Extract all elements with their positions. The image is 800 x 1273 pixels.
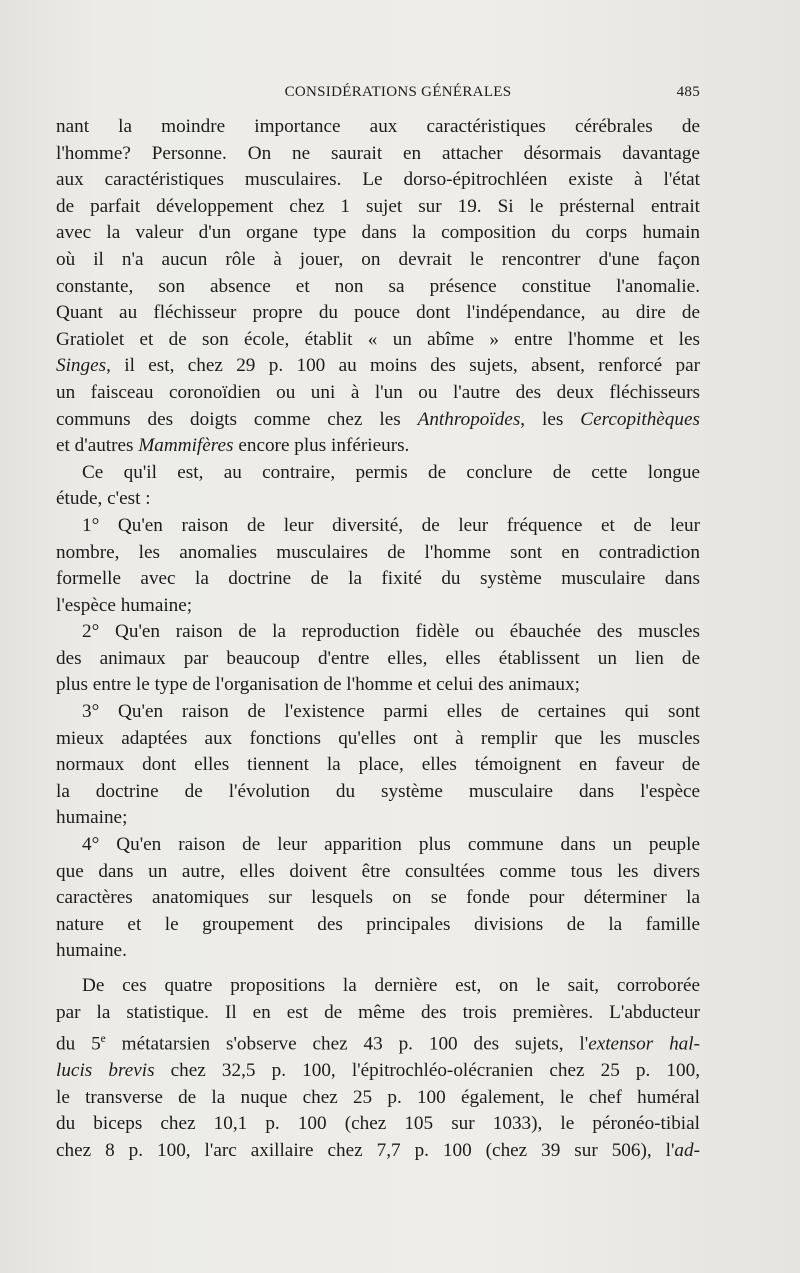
text-line: humaine; bbox=[56, 807, 128, 829]
text-line: où il n'a aucun rôle à jouer, on devrait le rencontrer d'une façon bbox=[56, 248, 700, 270]
text-line: 3° Qu'en raison de l'existence parmi elles de certaines qui sont bbox=[82, 701, 700, 723]
running-title: CONSIDÉRATIONS GÉNÉRALES bbox=[284, 84, 512, 100]
text-line: Gratiolet et de son école, établit « un abîme » entre l'homme et les bbox=[56, 328, 700, 350]
text-line: normaux dont elles tiennent la place, elles témoignent en faveur de bbox=[56, 754, 700, 776]
text-line: du 5e métatarsien s'observe chez 43 p. 100 des sujets, l'extensor hal- bbox=[56, 1033, 700, 1055]
text-line: 2° Qu'en raison de la reproduction fidèle ou ébauchée des muscles bbox=[82, 621, 700, 643]
text-line: 1° Qu'en raison de leur diversité, de leur fréquence et de leur bbox=[82, 514, 700, 536]
text-line: que dans un autre, elles doivent être consultées comme tous les divers bbox=[56, 860, 700, 882]
text-line: communs des doigts comme chez les Anthropoïdes, les Cercopithèques bbox=[56, 408, 700, 430]
text-line: l'homme? Personne. On ne saurait en attacher désormais davantage bbox=[56, 142, 700, 164]
text-line: l'espèce humaine; bbox=[56, 594, 193, 616]
text-line: formelle avec la doctrine de la fixité du système musculaire dans bbox=[56, 568, 700, 590]
text-line: étude, c'est : bbox=[56, 488, 151, 510]
text-line: nature et le groupement des principales divisions de la famille bbox=[56, 913, 700, 935]
text-line: mieux adaptées aux fonctions qu'elles ont à remplir que les muscles bbox=[56, 727, 700, 749]
text-line: nant la moindre importance aux caractéristiques cérébrales de bbox=[56, 116, 700, 137]
text-line: de parfait développement chez 1 sujet sur 19. Si le présternal entrait bbox=[56, 195, 700, 217]
text-line: des animaux par beaucoup d'entre elles, elles établissent un lien de bbox=[56, 647, 700, 669]
text-line: Quant au fléchisseur propre du pouce dont l'indépendance, au dire de bbox=[56, 302, 700, 324]
page-number: 485 bbox=[676, 84, 700, 100]
text-line: humaine. bbox=[56, 940, 127, 962]
text-line: un faisceau coronoïdien ou uni à l'un ou l'autre des deux fléchisseurs bbox=[56, 381, 700, 403]
text-line: par la statistique. Il en est de même des trois premières. L'abducteur bbox=[56, 1001, 700, 1023]
body-text bbox=[56, 114, 700, 1165]
text-line: la doctrine de l'évolution du système musculaire dans l'espèce bbox=[56, 780, 700, 802]
text-line: le transverse de la nuque chez 25 p. 100 également, le chef huméral bbox=[56, 1086, 700, 1108]
page-header bbox=[56, 84, 700, 110]
text-line: plus entre le type de l'organisation de l'homme et celui des animaux; bbox=[56, 674, 580, 696]
text-line: 4° Qu'en raison de leur apparition plus commune dans un peuple bbox=[82, 834, 700, 856]
text-line: aux caractéristiques musculaires. Le dorso-épitrochléen existe à l'état bbox=[56, 169, 700, 191]
text-line: De ces quatre propositions la dernière est, on le sait, corroborée bbox=[82, 975, 700, 996]
text-line: du biceps chez 10,1 p. 100 (chez 105 sur 1033), le péronéo-tibial bbox=[56, 1113, 700, 1135]
text-line: caractères anatomiques sur lesquels on se fonde pour déterminer la bbox=[56, 887, 700, 909]
text-line: chez 8 p. 100, l'arc axillaire chez 7,7 p. 100 (chez 39 sur 506), l'ad- bbox=[56, 1139, 700, 1161]
text-line: Ce qu'il est, au contraire, permis de conclure de cette longue bbox=[82, 461, 700, 483]
text-line: et d'autres Mammifères encore plus inférieurs. bbox=[56, 435, 410, 457]
text-line: constante, son absence et non sa présence constitue l'anomalie. bbox=[56, 275, 700, 297]
text-line: avec la valeur d'un organe type dans la composition du corps humain bbox=[56, 222, 700, 244]
text-line: Singes, il est, chez 29 p. 100 au moins des sujets, absent, renforcé par bbox=[56, 355, 700, 377]
text-line: lucis brevis chez 32,5 p. 100, l'épitrochléo-olécranien chez 25 p. 100, bbox=[56, 1060, 701, 1082]
text-line: nombre, les anomalies musculaires de l'homme sont en contradiction bbox=[56, 541, 700, 563]
